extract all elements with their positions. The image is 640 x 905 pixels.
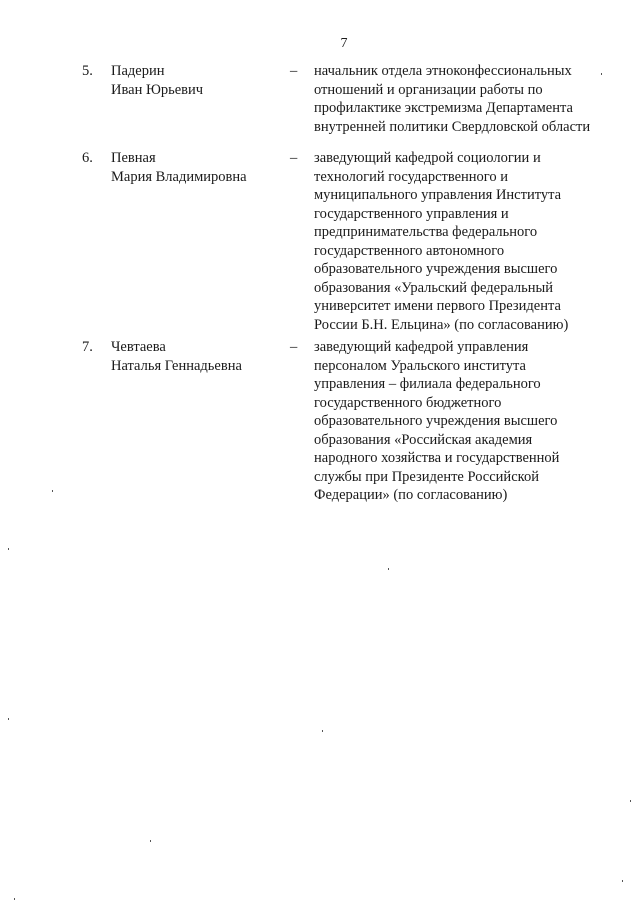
scan-speck — [322, 730, 323, 732]
scan-speck — [52, 490, 53, 492]
description-line: управления – филиала федерального — [314, 376, 541, 392]
entry-number: 5. — [82, 63, 93, 79]
scan-speck — [601, 73, 602, 75]
description-line: образования «Российская академия — [314, 431, 533, 448]
description-line: государственного управления и — [314, 205, 509, 222]
description-line: государственного бюджетного — [314, 394, 502, 411]
description-line: предпринимательства федерального — [314, 224, 538, 240]
description-line: отношений и организации работы по — [314, 81, 543, 98]
description-line: профилактике экстремизма Департамента — [314, 100, 573, 116]
description-line: заведующий кафедрой социологии и — [314, 150, 541, 166]
description-line: образования «Уральский федеральный — [314, 279, 554, 296]
position-description — [314, 149, 614, 334]
position-description — [314, 62, 614, 136]
person-surname: Певная — [111, 150, 156, 166]
description-line: народного хозяйства и государственной — [314, 450, 560, 466]
dash-separator: – — [290, 150, 298, 166]
entry-number: 7. — [82, 339, 93, 355]
description-line: внутренней политики Свердловской области — [314, 118, 591, 135]
description-line: образовательного учреждения высшего — [314, 413, 558, 429]
scan-speck — [622, 880, 623, 882]
entry-number: 6. — [82, 150, 93, 166]
description-line: начальник отдела этноконфессиональных — [314, 63, 572, 79]
person-name — [111, 338, 281, 375]
person-given-names: Мария Владимировна — [111, 168, 247, 185]
description-line: службы при Президенте Российской — [314, 468, 539, 485]
person-given-names: Иван Юрьевич — [111, 81, 204, 98]
description-line: заведующий кафедрой управления — [314, 339, 529, 355]
person-surname: Падерин — [111, 63, 165, 79]
person-name — [111, 62, 281, 99]
description-line: государственного автономного — [314, 242, 505, 259]
scan-speck — [388, 568, 389, 570]
person-given-names: Наталья Геннадьевна — [111, 357, 242, 374]
person-name — [111, 149, 281, 186]
position-description — [314, 338, 614, 505]
scan-speck — [150, 840, 151, 842]
description-line: технологий государственного и — [314, 168, 509, 185]
scan-speck — [630, 800, 631, 802]
scan-speck — [8, 718, 9, 720]
scan-speck — [8, 548, 9, 550]
description-line: России Б.Н. Ельцина» (по согласованию) — [314, 316, 569, 333]
description-line: образовательного учреждения высшего — [314, 261, 558, 277]
description-line: университет имени первого Президента — [314, 298, 561, 314]
dash-separator: – — [290, 339, 298, 355]
person-surname: Чевтаева — [111, 339, 166, 355]
scan-speck — [14, 898, 15, 900]
page-number: 7 — [340, 36, 348, 51]
description-line: Федерации» (по согласованию) — [314, 487, 508, 503]
description-line: муниципального управления Института — [314, 187, 562, 203]
dash-separator: – — [290, 63, 298, 79]
description-line: персоналом Уральского института — [314, 357, 526, 374]
